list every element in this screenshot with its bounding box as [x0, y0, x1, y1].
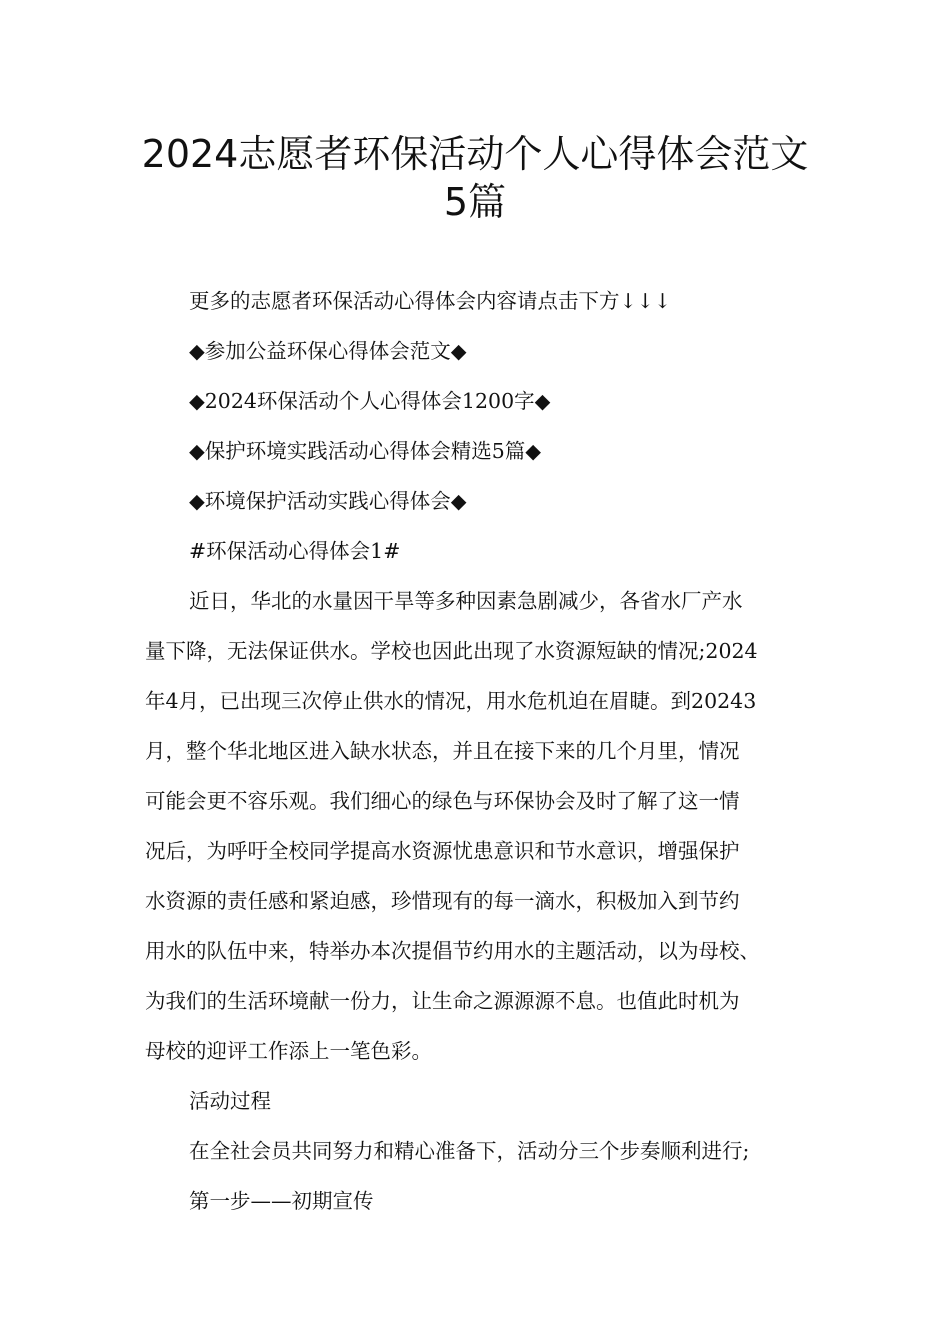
step-heading: 第一步——初期宣传 [189, 1189, 374, 1213]
related-link[interactable]: ◆保护环境实践活动心得体会精选5篇◆ [189, 439, 542, 463]
paragraph-line: 母校的迎评工作添上一笔色彩。 [145, 1039, 432, 1063]
paragraph-line: 况后，为呼吁全校同学提高水资源忧患意识和节水意识，增强保护 [145, 839, 740, 863]
paragraph-line: 年4月，已出现三次停止供水的情况，用水危机迫在眉睫。到20243 [145, 689, 757, 713]
paragraph-line: 为我们的生活环境献一份力，让生命之源源源不息。也值此时机为 [145, 989, 740, 1013]
activity-intro: 在全社会员共同努力和精心准备下，活动分三个步奏顺利进行; [189, 1139, 750, 1163]
related-link[interactable]: ◆2024环保活动个人心得体会1200字◆ [189, 389, 551, 413]
related-link[interactable]: ◆环境保护活动实践心得体会◆ [189, 489, 467, 513]
section-heading: #环保活动心得体会1# [189, 539, 401, 563]
document-title-continued: 5篇 [443, 180, 507, 224]
document-title: 2024志愿者环保活动个人心得体会范文 [141, 132, 809, 176]
paragraph-line: 量下降，无法保证供水。学校也因此出现了水资源短缺的情况;2024 [145, 639, 758, 663]
related-link[interactable]: ◆参加公益环保心得体会范文◆ [189, 339, 467, 363]
paragraph-line: 近日，华北的水量因干旱等多种因素急剧减少，各省水厂产水 [189, 589, 743, 613]
activity-heading: 活动过程 [189, 1089, 271, 1113]
paragraph-line: 可能会更不容乐观。我们细心的绿色与环保协会及时了解了这一情 [145, 789, 740, 813]
paragraph-line: 月，整个华北地区进入缺水状态，并且在接下来的几个月里，情况 [145, 739, 740, 763]
paragraph-line: 用水的队伍中来，特举办本次提倡节约用水的主题活动，以为母校、 [145, 939, 760, 963]
intro-text: 更多的志愿者环保活动心得体会内容请点击下方↓↓↓ [189, 289, 672, 313]
paragraph-line: 水资源的责任感和紧迫感，珍惜现有的每一滴水，积极加入到节约 [145, 889, 740, 913]
